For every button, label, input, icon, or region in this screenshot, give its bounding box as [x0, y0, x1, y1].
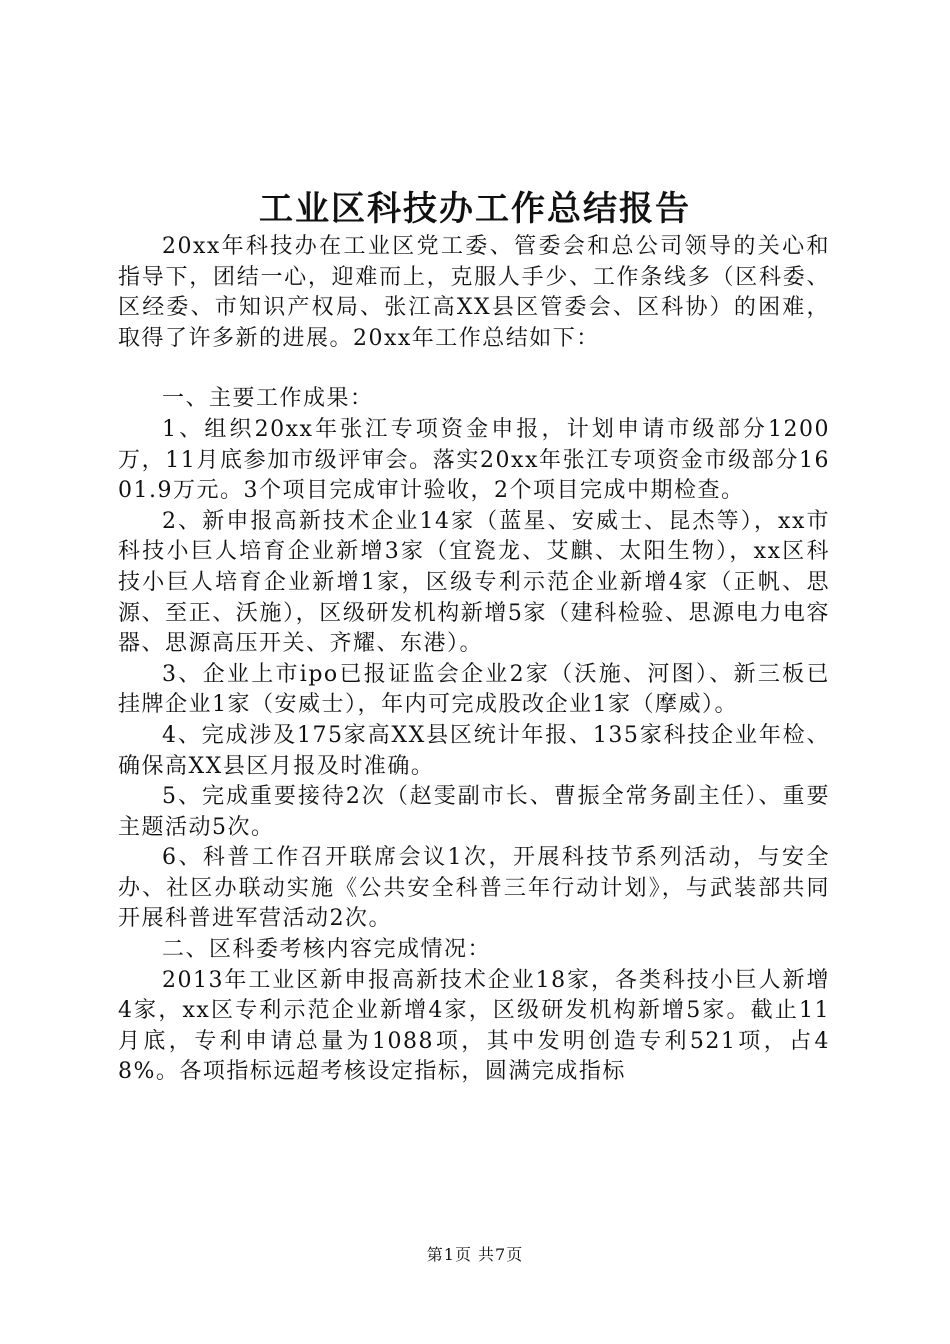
- section-heading-main-results: 一、主要工作成果：: [162, 386, 374, 412]
- section-heading-assessment: 二、区科委考核内容完成情况：: [162, 937, 492, 963]
- page-number-footer: 第1页 共7页: [426, 1245, 524, 1264]
- paragraph-item-3: 3、企业上市ipo已报证监会企业2家（沃施、河图）、新三板已挂牌企业1家（安威士），年内可完成股改企业1家（摩威）。: [118, 661, 830, 718]
- document-title: 工业区科技办工作总结报告: [259, 189, 691, 229]
- document-body: [118, 232, 830, 1088]
- paragraph-item-5: 5、完成重要接待2次（赵雯副市长、曹振全常务副主任）、重要主题活动5次。: [118, 784, 830, 840]
- paragraph-item-6: 6、科普工作召开联席会议1次，开展科技节系列活动，与安全办、社区办联动实施《公共安全科普三年行动计划》，与武装部共同开展科普进军营活动2次。: [118, 845, 830, 932]
- paragraph-assessment-summary: 2013年工业区新申报高新技术企业18家，各类科技小巨人新增4家，xx区专利示范企业新增4家，区级研发机构新增5家。截止11月底，专利申请总量为1088项，其中发明创造专利521项，占48%。各项指标远超考核设定指标，圆满完成指标: [118, 967, 830, 1085]
- paragraph-item-2: 2、新申报高新技术企业14家（蓝星、安威士、昆杰等），xx市科技小巨人培育企业新增3家（宜瓷龙、艾麒、太阳生物），xx区科技小巨人培育企业新增1家，区级专利示范企业新增4家（正帆、思源、至正、沃施），区级研发机构新增5家（建科检验、思源电力电容器、思源高压开关、齐耀、东港）。: [118, 508, 830, 657]
- paragraph-item-4: 4、完成涉及175家高XX县区统计年报、135家科技企业年检、确保高XX县区月报及时准确。: [118, 722, 830, 779]
- paragraph-item-1: 1、组织20xx年张江专项资金申报，计划申请市级部分1200万，11月底参加市级评审会。落实20xx年张江专项资金市级部分1601.9万元。3个项目完成审计验收，2个项目完成中期检查。: [118, 416, 830, 504]
- intro-paragraph: 20xx年科技办在工业区党工委、管委会和总公司领导的关心和指导下，团结一心，迎难而上，克服人手少、工作条线多（区科委、区经委、市知识产权局、张江高XX县区管委会、区科协）的困难，取得了许多新的进展。20xx年工作总结如下：: [118, 234, 830, 351]
